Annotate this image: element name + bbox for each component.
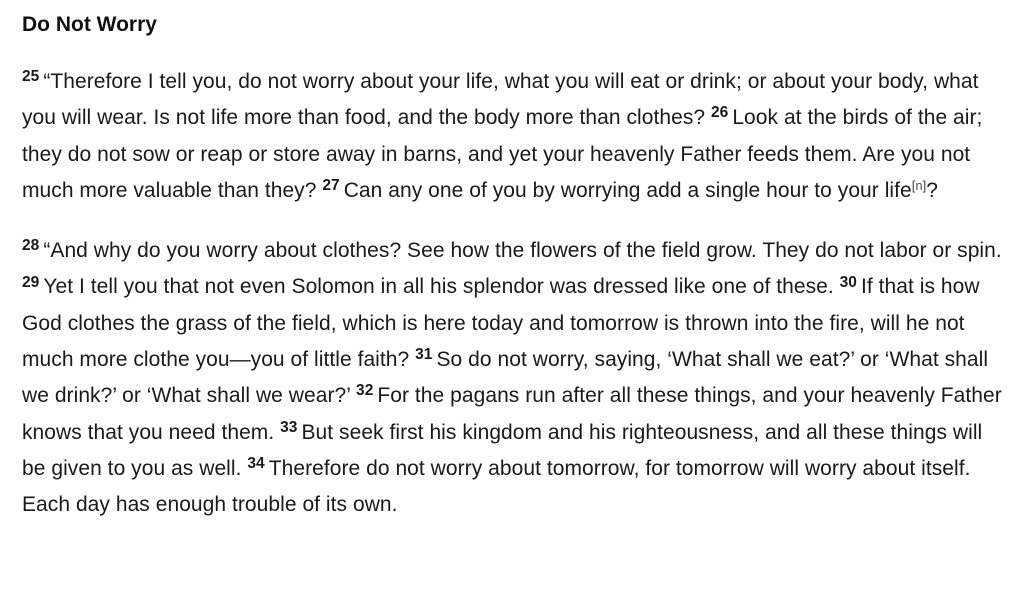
verse-text-29: Yet I tell you that not even Solomon in all his splendor was dressed like one of these. — [43, 275, 834, 299]
verse-number-25: 25 — [22, 68, 40, 86]
verse-text-26: Look at the birds of the air; they do not sow or reap or store away in barns, and yet your heavenly Father feeds them. Are you not much more valuable than they? — [22, 106, 983, 202]
verse-text-31: So do not worry, saying, ‘What shall we eat?’ or ‘What shall we drink?’ or ‘What shall we wear?’ — [22, 348, 989, 408]
verse-number-26: 26 — [710, 104, 729, 122]
verse-text-32: For the pagans run after all these things, and your heavenly Father knows that you need them. — [22, 384, 1002, 444]
verse-number-30: 30 — [839, 273, 857, 291]
footnote-link[interactable]: n — [915, 177, 923, 193]
verse-text-27-end: ? — [926, 178, 938, 202]
verse-number-32: 32 — [356, 382, 374, 400]
section-heading: Do Not Worry — [22, 13, 157, 36]
verse-text-27: Can any one of you by worrying add a single hour to your life — [343, 178, 912, 202]
verse-text-30: If that is how God clothes the grass of the field, which is here today and tomorrow is thrown into the fire, will he not much more clothe you—you of little faith? — [22, 275, 980, 372]
verse-number-33: 33 — [280, 418, 298, 436]
verse-number-29: 29 — [22, 273, 40, 291]
verse-text-25: “Therefore I tell you, do not worry about your life, what you will eat or drink; or about your body, what you will wear. Is not life more than food, and the body more than clothes? — [22, 70, 979, 130]
verse-number-34: 34 — [247, 455, 265, 472]
paragraph-1 — [22, 64, 1009, 209]
footnote-bracket-close: ] — [922, 177, 927, 193]
verse-number-27: 27 — [322, 176, 340, 194]
footnote-bracket-open: [ — [911, 177, 916, 193]
verse-number-28: 28 — [22, 237, 40, 255]
paragraph-2 — [22, 233, 1009, 523]
verse-text-28: “And why do you worry about clothes? See how the flowers of the field grow. They do not labor or spin. — [43, 239, 1002, 263]
verse-text-34: Therefore do not worry about tomorrow, for tomorrow will worry about itself. Each day has enough trouble of its own. — [22, 456, 971, 517]
verse-number-31: 31 — [415, 346, 433, 364]
verse-text-33: But seek first his kingdom and his righteousness, and all these things will be given to you as well. — [22, 420, 983, 480]
footnote-marker — [912, 178, 926, 193]
